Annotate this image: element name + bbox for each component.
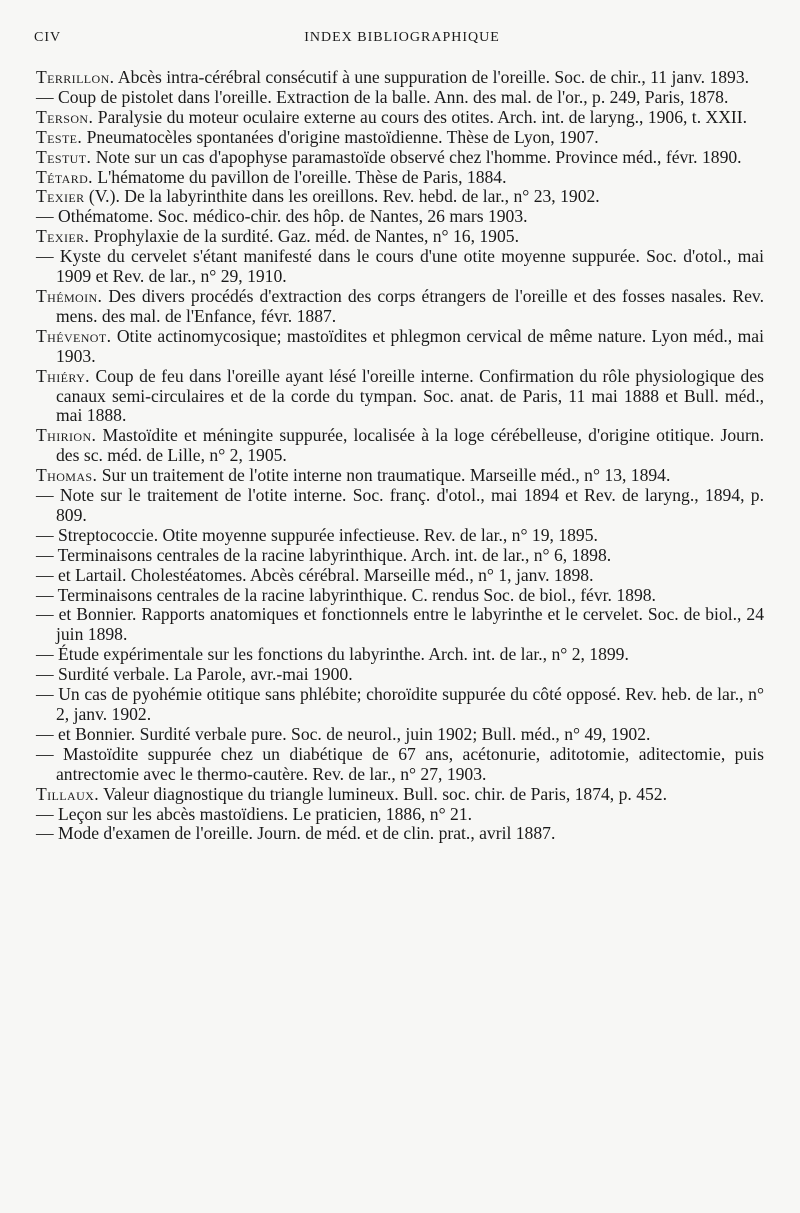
entry-text: Coup de feu dans l'oreille ayant lésé l'oreille interne. Confirmation du rôle physiologique des canaux semi-circulaires et de la corde du tympan. Soc. anat. de Paris, 11 mai 1888 et Bull. méd., mai 1888. [56,365,764,426]
entry-author: Thémoin. [36,285,103,306]
entry-text: — Othématome. Soc. médico-chir. des hôp. de Nantes, 26 mars 1903. [36,206,528,227]
bibliography-entry [36,605,764,645]
entry-author: Terrillon. [36,67,115,87]
bibliography-entry [36,367,764,427]
bibliography-entry [36,466,764,486]
bibliography-entry [36,108,764,128]
entry-text: L'hématome du pavillon de l'oreille. Thèse de Paris, 1884. [97,166,507,187]
entry-text: — Kyste du cervelet s'étant manifesté dans le cours d'une otite moyenne suppurée. Soc. d'otol., mai 1909 et Rev. de lar., n° 29, 1910. [36,246,764,287]
entry-text: Sur un traitement de l'otite interne non traumatique. Marseille méd., n° 13, 1894. [101,465,671,486]
entry-author: Testut. [36,146,92,167]
entry-author: Thomas. [36,465,98,486]
entry-text: Paralysie du moteur oculaire externe au cours des otites. Arch. int. de laryng., 1906, t. XXII. [97,106,748,127]
entry-text: — et Lartail. Cholestéatomes. Abcès cérébral. Marseille méd., n° 1, janv. 1898. [36,564,594,585]
bibliography-entry [36,287,764,327]
bibliography-entry [36,546,764,566]
entry-text: — Leçon sur les abcès mastoïdiens. Le praticien, 1886, n° 21. [36,803,473,824]
bibliography-entry [36,187,764,207]
page-header [34,30,770,54]
bibliography-entry [36,426,764,466]
entry-text: — Terminaisons centrales de la racine labyrinthique. C. rendus Soc. de biol., févr. 1898. [36,584,656,605]
bibliography-entry [36,486,764,526]
bibliography-entry [36,88,764,108]
bibliography-entry [36,824,764,844]
entry-text: Des divers procédés d'extraction des corps étrangers de l'oreille et des fosses nasales. Rev. mens. des mal. de l'Enfance, févr. 1887. [56,285,764,326]
entry-text: Otite actinomycosique; mastoïdites et phlegmon cervical de même nature. Lyon méd., mai 1903. [56,325,764,366]
entry-author: Tétard. [36,166,93,187]
entry-text: Prophylaxie de la surdité. Gaz. méd. de Nantes, n° 16, 1905. [93,226,519,247]
entry-text: — et Bonnier. Rapports anatomiques et fonctionnels entre le labyrinthe et le cervelet. Soc. de biol., 24 juin 1898. [36,604,764,645]
entry-text: — et Bonnier. Surdité verbale pure. Soc. de neurol., juin 1902; Bull. méd., n° 49, 1902. [36,723,651,744]
entry-text: Note sur un cas d'apophyse paramastoïde observé chez l'homme. Province méd., févr. 1890. [95,146,742,167]
bibliography-entry [36,168,764,188]
entry-text: Mastoïdite et méningite suppurée, localisée à la loge cérébelleuse, d'origine otitique. Journ. des sc. méd. de Lille, n° 2, 1905. [56,425,765,466]
entry-author: Texier [36,186,85,207]
entry-author: Thiéry. [36,365,90,386]
bibliography-entry [36,805,764,825]
bibliography-entries [36,68,764,844]
bibliography-entry [36,725,764,745]
entry-author: Thévenot. [36,325,112,346]
bibliography-entry [36,247,764,287]
bibliography-entry [36,566,764,586]
entry-text: — Un cas de pyohémie otitique sans phlébite; choroïdite suppurée du côté opposé. Rev. heb. de lar., n° 2, janv. 1902. [36,684,764,724]
entry-text: Abcès intra-cérébral consécutif à une suppuration de l'oreille. Soc. de chir., 11 janv. 1893. [117,67,750,87]
entry-text: Valeur diagnostique du triangle lumineux. Bull. soc. chir. de Paris, 1874, p. 452. [103,783,667,804]
bibliography-entry [36,128,764,148]
bibliography-entry [36,785,764,805]
entry-author: Texier. [36,226,90,247]
entry-text: — Streptococcie. Otite moyenne suppurée infectieuse. Rev. de lar., n° 19, 1895. [36,524,598,545]
entry-text: — Terminaisons centrales de la racine labyrinthique. Arch. int. de lar., n° 6, 1898. [36,544,612,565]
entry-text: Pneumatocèles spontanées d'origine mastoïdienne. Thèse de Lyon, 1907. [86,126,599,147]
entry-author: Tillaux. [36,783,99,804]
bibliography-entry [36,665,764,685]
entry-author: Teste. [36,126,83,147]
bibliography-entry [36,685,764,725]
bibliography-entry [36,586,764,606]
bibliography-entry [36,645,764,665]
entry-text: — Mastoïdite suppurée chez un diabétique de 67 ans, acétonurie, aditotomie, aditectomie, puis antrectomie avec le thermo-cautère. Rev. de lar., n° 27, 1903. [36,743,764,784]
entry-author: Thirion. [36,425,97,446]
bibliography-entry [36,526,764,546]
page-number: CIV [34,30,62,45]
bibliography-entry [36,68,764,88]
entry-text: — Mode d'examen de l'oreille. Journ. de méd. et de clin. prat., avril 1887. [36,823,556,844]
running-title: INDEX BIBLIOGRAPHIQUE [304,30,500,45]
bibliography-entry [36,148,764,168]
entry-text: — Note sur le traitement de l'otite interne. Soc. franç. d'otol., mai 1894 et Rev. de laryng., 1894, p. 809. [36,485,764,525]
bibliography-entry [36,207,764,227]
entry-text: — Étude expérimentale sur les fonctions du labyrinthe. Arch. int. de lar., n° 2, 1899. [36,644,629,665]
entry-author: Terson. [36,106,94,127]
entry-text: (V.). De la labyrinthite dans les oreillons. Rev. hebd. de lar., n° 23, 1902. [88,186,600,207]
bibliography-entry [36,745,764,785]
entry-text: — Surdité verbale. La Parole, avr.-mai 1900. [36,664,353,685]
entry-text: — Coup de pistolet dans l'oreille. Extraction de la balle. Ann. des mal. de l'or., p. 249, Paris, 1878. [36,86,729,107]
bibliography-entry [36,327,764,367]
bibliography-entry [36,227,764,247]
